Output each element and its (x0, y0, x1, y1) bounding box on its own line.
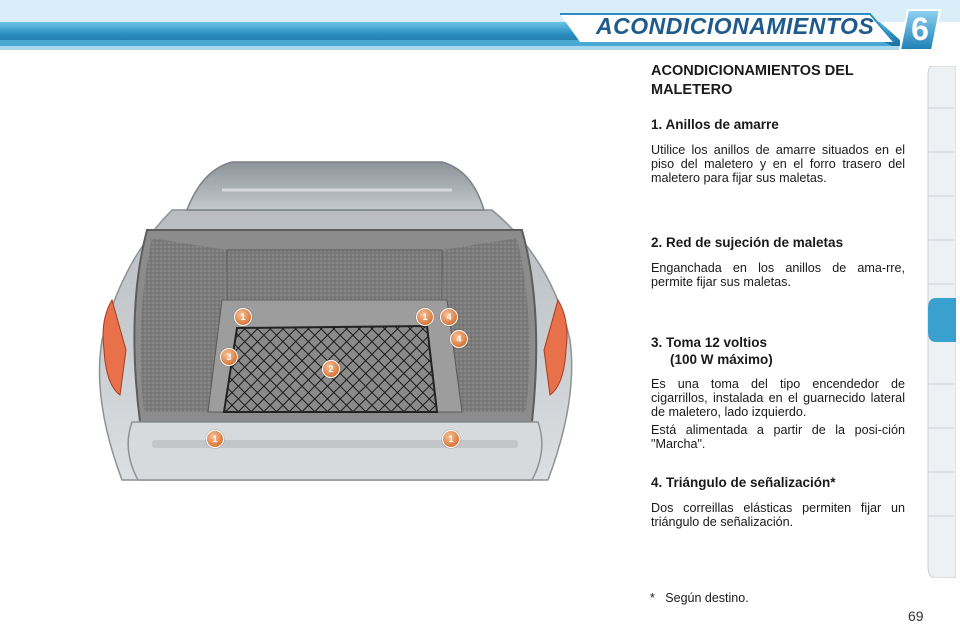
text-column (651, 62, 905, 529)
item-title: 1. Anillos de amarre (651, 117, 779, 132)
item-warning-triangle (651, 474, 905, 529)
item-description: Está alimentada a partir de la posi-ción "Marcha". (651, 423, 905, 451)
chapter-title: ACONDICIONAMIENTOS (596, 13, 875, 39)
callout-marker: 3 (220, 348, 238, 366)
section-title: ACONDICIONAMIENTOS DEL MALETERO (651, 63, 854, 98)
footnote: * Según destino. (650, 591, 749, 605)
trunk-illustration (92, 150, 578, 506)
item-luggage-net (651, 234, 905, 289)
car-trunk-drawing (92, 150, 578, 506)
page-number: 69 (908, 608, 924, 624)
callout-marker: 1 (442, 430, 460, 448)
item-title: 4. Triángulo de señalización* (651, 475, 836, 490)
item-title: 2. Red de sujeción de maletas (651, 235, 844, 250)
callout-marker: 4 (440, 308, 458, 326)
item-description: Enganchada en los anillos de ama-rre, permite fijar sus maletas. (651, 261, 905, 289)
item-title-subline: (100 W máximo) (670, 352, 773, 367)
item-title: 3. Toma 12 voltios (651, 335, 768, 350)
callout-marker: 2 (322, 360, 340, 378)
chapter-tab-bar (926, 66, 956, 578)
callout-marker: 1 (416, 308, 434, 326)
item-description: Utilice los anillos de amarre situados en el piso del maletero y en el forro trasero del maletero para fijar sus maletas. (651, 143, 905, 185)
callout-marker: 1 (206, 430, 224, 448)
chapter-badge (898, 8, 942, 52)
callout-marker: 1 (234, 308, 252, 326)
chapter-tabs (926, 66, 956, 578)
item-12v-socket (651, 334, 905, 451)
chapter-number: 6 (911, 11, 929, 47)
callout-marker: 4 (450, 330, 468, 348)
item-description: Es una toma del tipo encendedor de cigarrillos, instalada en el guarnecido lateral de maletero, lado izquierdo. (651, 377, 905, 419)
header-banner (0, 0, 960, 58)
item-description: Dos correillas elásticas permiten fijar un triángulo de señalización. (651, 501, 905, 529)
item-tie-rings (651, 116, 905, 185)
